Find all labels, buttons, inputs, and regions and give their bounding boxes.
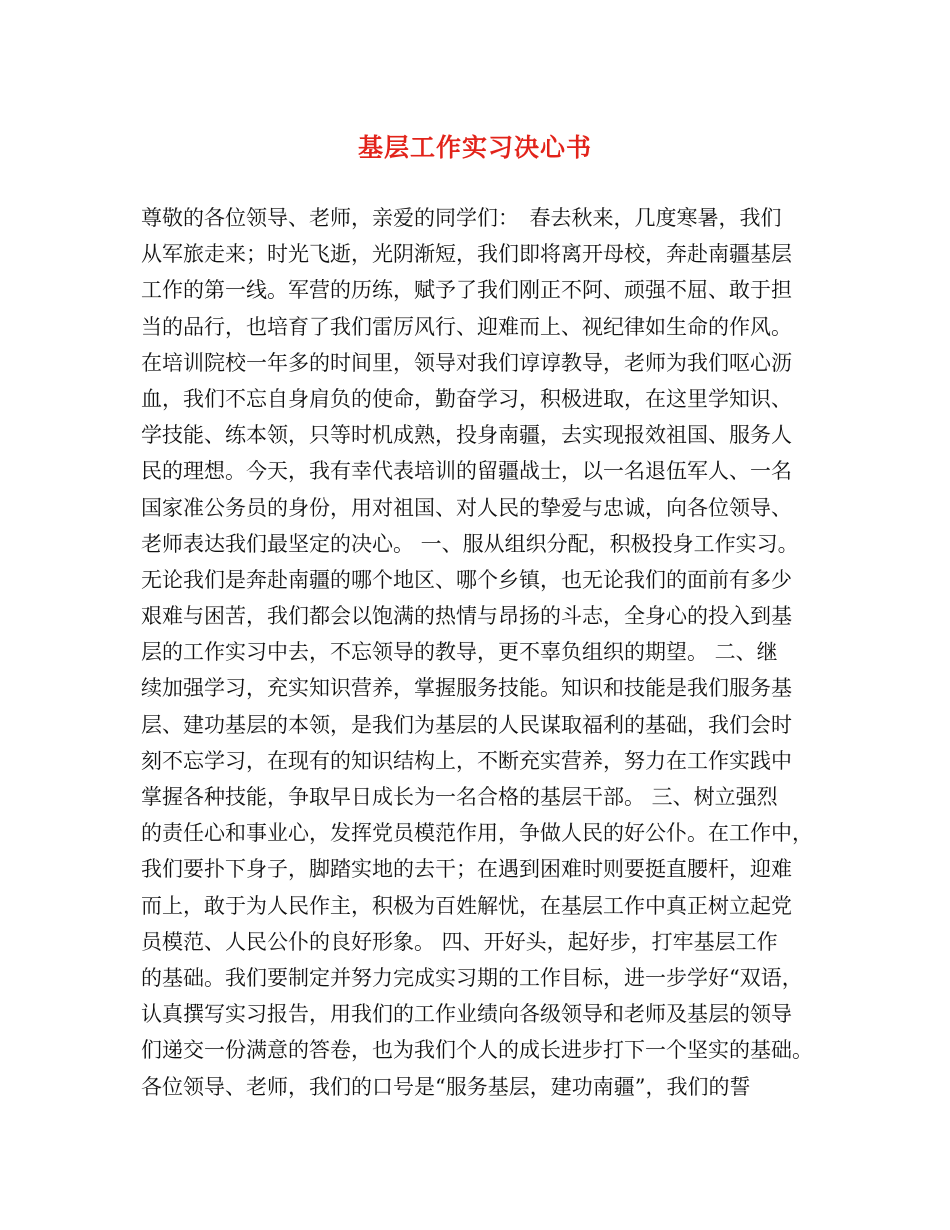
body-line: 层的工作实习中去，不忘领导的教导，更不辜负组织的期望。 二、继 bbox=[141, 640, 778, 665]
body-line: 老师表达我们最坚定的决心。 一、服从组织分配，积极投身工作实习。 bbox=[141, 531, 799, 556]
body-line: 艰难与困苦，我们都会以饱满的热情与昂扬的斗志，全身心的投入到基 bbox=[141, 604, 792, 629]
body-line: 血，我们不忘自身肩负的使命，勤奋学习，积极进取，在这里学知识、 bbox=[141, 386, 792, 411]
body-line: 层、建功基层的本领，是我们为基层的人民谋取福利的基础，我们会时 bbox=[141, 712, 792, 737]
body-line: 的责任心和事业心，发挥党员模范作用，争做人民的好公仆。在工作中， bbox=[141, 821, 813, 846]
body-line: 掌握各种技能，争取早日成长为一名合格的基层干部。 三、树立强烈 bbox=[141, 785, 778, 809]
body-line: 无论我们是奔赴南疆的哪个地区、哪个乡镇，也无论我们的面前有多少 bbox=[141, 567, 792, 592]
body-line: 们递交一份满意的答卷，也为我们个人的成长进步打下一个坚实的基础。 bbox=[141, 1038, 813, 1063]
body-line: 各位领导、老师，我们的口号是“服务基层，建功南疆”，我们的誓 bbox=[141, 1074, 751, 1099]
body-line: 的基础。我们要制定并努力完成实习期的工作目标，进一步学好“双语， bbox=[141, 965, 803, 990]
body-line: 国家准公务员的身份，用对祖国、对人民的挚爱与忠诚，向各位领导、 bbox=[141, 495, 792, 520]
body-line: 民的理想。今天，我有幸代表培训的留疆战士，以一名退伍军人、一名 bbox=[141, 459, 792, 484]
document-body bbox=[141, 200, 831, 1105]
body-line: 当的品行，也培育了我们雷厉风行、迎难而上、视纪律如生命的作风。 bbox=[141, 314, 792, 339]
body-line: 续加强学习，充实知识营养，掌握服务技能。知识和技能是我们服务基 bbox=[141, 676, 792, 701]
body-line: 认真撰写实习报告，用我们的工作业绩向各级领导和老师及基层的领导 bbox=[141, 1002, 792, 1027]
body-line: 从军旅走来；时光飞逝，光阴渐短，我们即将离开母校，奔赴南疆基层 bbox=[141, 242, 792, 267]
body-line: 而上，敢于为人民作主，积极为百姓解忧，在基层工作中真正树立起党 bbox=[141, 893, 792, 918]
body-line: 在培训院校一年多的时间里，领导对我们谆谆教导，老师为我们呕心沥 bbox=[141, 350, 792, 375]
document-title: 基层工作实习决心书 bbox=[357, 133, 592, 162]
body-line: 刻不忘学习，在现有的知识结构上，不断充实营养，努力在工作实践中 bbox=[141, 748, 792, 773]
body-line: 学技能、练本领，只等时机成熟，投身南疆，去实现报效祖国、服务人 bbox=[141, 423, 792, 448]
body-line: 我们要扑下身子，脚踏实地的去干；在遇到困难时则要挺直腰杆，迎难 bbox=[141, 857, 792, 882]
body-line: 尊敬的各位领导、老师，亲爱的同学们： 春去秋来，几度寒暑，我们 bbox=[141, 206, 782, 230]
body-line: 员模范、人民公仆的良好形象。 四、开好头，起好步，打牢基层工作 bbox=[141, 929, 778, 954]
body-line: 工作的第一线。军营的历练，赋予了我们刚正不阿、顽强不屈、敢于担 bbox=[141, 278, 792, 303]
